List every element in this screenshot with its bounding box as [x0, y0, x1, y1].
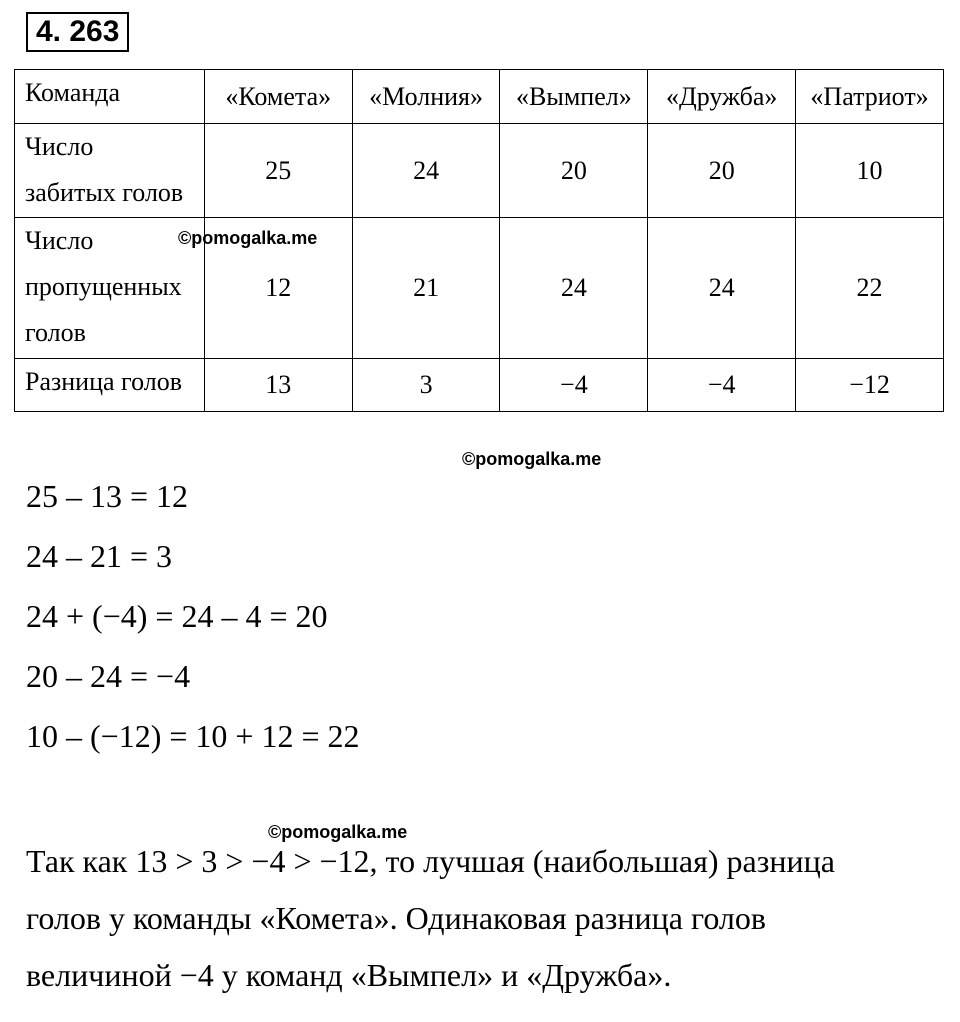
- header-cell-kometa: «Комета»: [204, 70, 352, 124]
- watermark: ©pomogalka.me: [268, 822, 408, 842]
- conclusion-line: Так как 13 > 3 > −4 > −12, то лучшая (наибольшая) разница: [26, 843, 835, 879]
- table-row-goals-scored: [15, 124, 944, 218]
- calculation-line: 25 – 13 = 12: [26, 478, 189, 514]
- watermark: ©pomogalka.me: [178, 228, 318, 248]
- table-cell: 24: [648, 218, 796, 359]
- header-cell-molniya: «Молния»: [352, 70, 500, 124]
- row-label: [15, 218, 205, 359]
- table-cell: 24: [500, 218, 648, 359]
- header-cell-druzhba: «Дружба»: [648, 70, 796, 124]
- row-label: [15, 359, 205, 412]
- header-cell-patriot: «Патриот»: [796, 70, 944, 124]
- calculation-line: 20 – 24 = −4: [26, 658, 191, 694]
- row-label-line: забитых голов: [25, 178, 184, 207]
- table-cell: 3: [352, 359, 500, 412]
- conclusion-line: голов у команды «Комета». Одинаковая разница голов: [26, 900, 766, 936]
- row-label-line: голов: [25, 318, 86, 347]
- table-cell: −4: [648, 359, 796, 412]
- row-label-line: Число: [25, 226, 94, 255]
- table-row-goals-conceded: [15, 218, 944, 359]
- row-label-line: пропущенных: [25, 272, 182, 301]
- calculation-line: 24 – 21 = 3: [26, 538, 173, 574]
- table-cell: 25: [204, 124, 352, 218]
- header-cell-vympel: «Вымпел»: [500, 70, 648, 124]
- row-label: [15, 124, 205, 218]
- header-cell-team: Команда: [15, 70, 205, 124]
- calculation-line: 24 + (−4) = 24 – 4 = 20: [26, 598, 328, 634]
- table-cell: −12: [796, 359, 944, 412]
- conclusion-line: величиной −4 у команд «Вымпел» и «Дружба».: [26, 957, 672, 993]
- table-cell: 21: [352, 218, 500, 359]
- conclusion-paragraph: [26, 833, 946, 1004]
- goals-table: [14, 69, 944, 412]
- watermark: ©pomogalka.me: [462, 449, 602, 469]
- table-cell: 20: [648, 124, 796, 218]
- table-cell: 20: [500, 124, 648, 218]
- table-cell: 22: [796, 218, 944, 359]
- table-cell: 13: [204, 359, 352, 412]
- task-number: 4. 263: [26, 12, 129, 52]
- table-header-row: [15, 70, 944, 124]
- row-label-line: Разница голов: [25, 367, 182, 396]
- table-cell: −4: [500, 359, 648, 412]
- row-label-line: Число: [25, 132, 94, 161]
- table-cell: 24: [352, 124, 500, 218]
- calculation-line: 10 – (−12) = 10 + 12 = 22: [26, 718, 360, 754]
- table-cell: 12: [204, 218, 352, 359]
- table-cell: 10: [796, 124, 944, 218]
- table-row-goal-difference: [15, 359, 944, 412]
